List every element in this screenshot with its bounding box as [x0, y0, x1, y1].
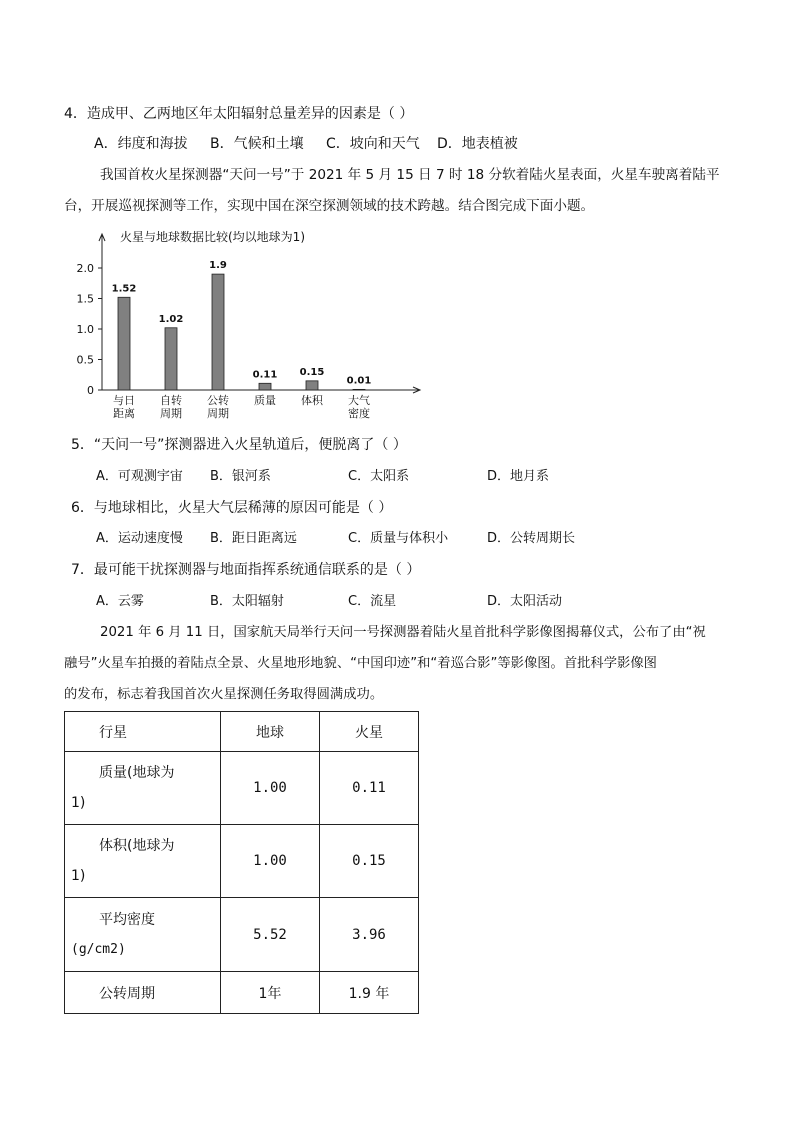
question-6-stem: 6．与地球相比，火星大气层稀薄的原因可能是（ ） [71, 500, 393, 516]
q7-option-d: D．太阳活动 [487, 594, 563, 609]
table-header-planet: 行星 [65, 712, 221, 752]
bar-value-label: 0.01 [346, 375, 372, 387]
bar-value-label: 1.9 [209, 260, 227, 272]
table-row [65, 972, 419, 1014]
row-label-line-1: 体积(地球为 [99, 838, 175, 854]
table-row [65, 898, 419, 972]
q6-option-c: C．质量与体积小 [348, 531, 449, 546]
row-label-line-2: 1) [71, 868, 86, 884]
q5-option-a: A．可观测宇宙 [96, 469, 183, 484]
table-header-mars: 火星 [320, 712, 419, 752]
q6-option-a: A．运动速度慢 [96, 531, 183, 546]
question-7-stem: 7．最可能干扰探测器与地面指挥系统通信联系的是（ ） [71, 562, 421, 578]
q6-option-d: D．公转周期长 [487, 531, 576, 546]
q7-option-b: B．太阳辐射 [210, 594, 284, 609]
row-label-line-1: 平均密度 [99, 911, 155, 928]
q4-option-c: C．坡向和天气 [326, 136, 420, 152]
q5-option-c: C．太阳系 [348, 469, 410, 484]
y-tick-label: 1.5 [76, 292, 94, 306]
x-category-label: 大气 [348, 394, 370, 407]
x-category-label: 自转 [160, 394, 182, 407]
bar-value-label: 1.52 [111, 283, 137, 295]
intro-passage-2-line-2: 融号”火星车拍摄的着陆点全景、火星地形地貌、“中国印迹”和“着巡合影”等影像图。首批科学影像图 [64, 656, 657, 671]
x-category-label: 周期 [160, 407, 182, 420]
intro-passage-2-line-3: 的发布，标志着我国首次火星探测任务取得圆满成功。 [64, 687, 384, 702]
x-category-label: 周期 [207, 407, 229, 420]
table-row-label [65, 898, 221, 972]
row-label-line-2: 1) [71, 795, 86, 811]
table-cell-mars: 0.15 [320, 825, 419, 898]
table-row-label: 公转周期 [65, 972, 221, 1014]
x-category-label: 体积 [301, 394, 323, 407]
q5-option-d: D．地月系 [487, 469, 550, 484]
q5-option-b: B．银河系 [210, 469, 271, 484]
intro-passage-1-line-2: 台，开展巡视探测等工作，实现中国在深空探测领域的技术跨越。结合图完成下面小题。 [64, 198, 595, 214]
q4-option-d: D．地表植被 [437, 136, 518, 152]
table-header-row [65, 712, 419, 752]
table-cell-mars: 0.11 [320, 752, 419, 825]
bar-value-label: 0.11 [252, 369, 278, 381]
table-cell-earth: 5.52 [221, 898, 320, 972]
bar [306, 381, 318, 390]
intro-passage-1-line-1: 我国首枚火星探测器“天问一号”于 2021 年 5 月 15 日 7 时 18 分软着陆火星表面，火星车驶离着陆平 [100, 167, 720, 183]
q4-option-a: A．纬度和海拔 [94, 136, 188, 152]
y-tick-label: 0 [87, 384, 94, 397]
y-tick-label: 1.0 [76, 323, 94, 336]
table-cell-earth: 1.00 [221, 752, 320, 825]
question-5-stem: 5．“天问一号”探测器进入火星轨道后，便脱离了（ ） [71, 437, 407, 453]
bar [212, 274, 224, 390]
intro-passage-2-line-1: 2021 年 6 月 11 日，国家航天局举行天问一号探测器着陆火星首批科学影像图揭幕仪式，公布了由“祝 [100, 625, 706, 640]
table-row-label [65, 752, 221, 825]
bar [165, 328, 177, 390]
question-4-stem: 4．造成甲、乙两地区年太阳辐射总量差异的因素是（ ） [64, 106, 414, 122]
row-label-line-2: (g/cm2) [71, 941, 126, 957]
x-category-label: 距离 [113, 407, 135, 420]
q6-option-b: B．距日距离远 [210, 531, 297, 546]
mars-earth-bar-chart [70, 228, 430, 424]
row-label-line-1: 质量(地球为 [99, 765, 175, 781]
y-tick-label: 0.5 [76, 353, 94, 367]
x-category-label: 密度 [348, 407, 370, 420]
bar [118, 297, 130, 390]
x-category-label: 公转 [207, 394, 229, 407]
planet-comparison-table [64, 711, 419, 1014]
bar [259, 383, 271, 390]
table-header-earth: 地球 [221, 712, 320, 752]
table-cell-earth: 1年 [221, 972, 320, 1014]
table-cell-earth: 1.00 [221, 825, 320, 898]
q7-option-a: A．云雾 [96, 594, 144, 609]
bar-value-label: 1.02 [158, 313, 184, 325]
x-category-label: 质量 [254, 394, 276, 407]
y-tick-label: 2.0 [76, 262, 94, 275]
table-row-label [65, 825, 221, 898]
bar [353, 389, 365, 390]
table-row [65, 752, 419, 825]
chart-labels [112, 260, 372, 420]
table-row [65, 825, 419, 898]
q4-option-b: B．气候和土壤 [210, 136, 304, 152]
chart-title: 火星与地球数据比较(均以地球为1) [120, 230, 305, 244]
table-cell-mars: 3.96 [320, 898, 419, 972]
table-cell-mars: 1.9 年 [320, 972, 419, 1014]
x-category-label: 与日 [113, 394, 135, 407]
chart-bars [118, 274, 365, 390]
q7-option-c: C．流星 [348, 594, 397, 609]
bar-value-label: 0.15 [299, 366, 325, 378]
